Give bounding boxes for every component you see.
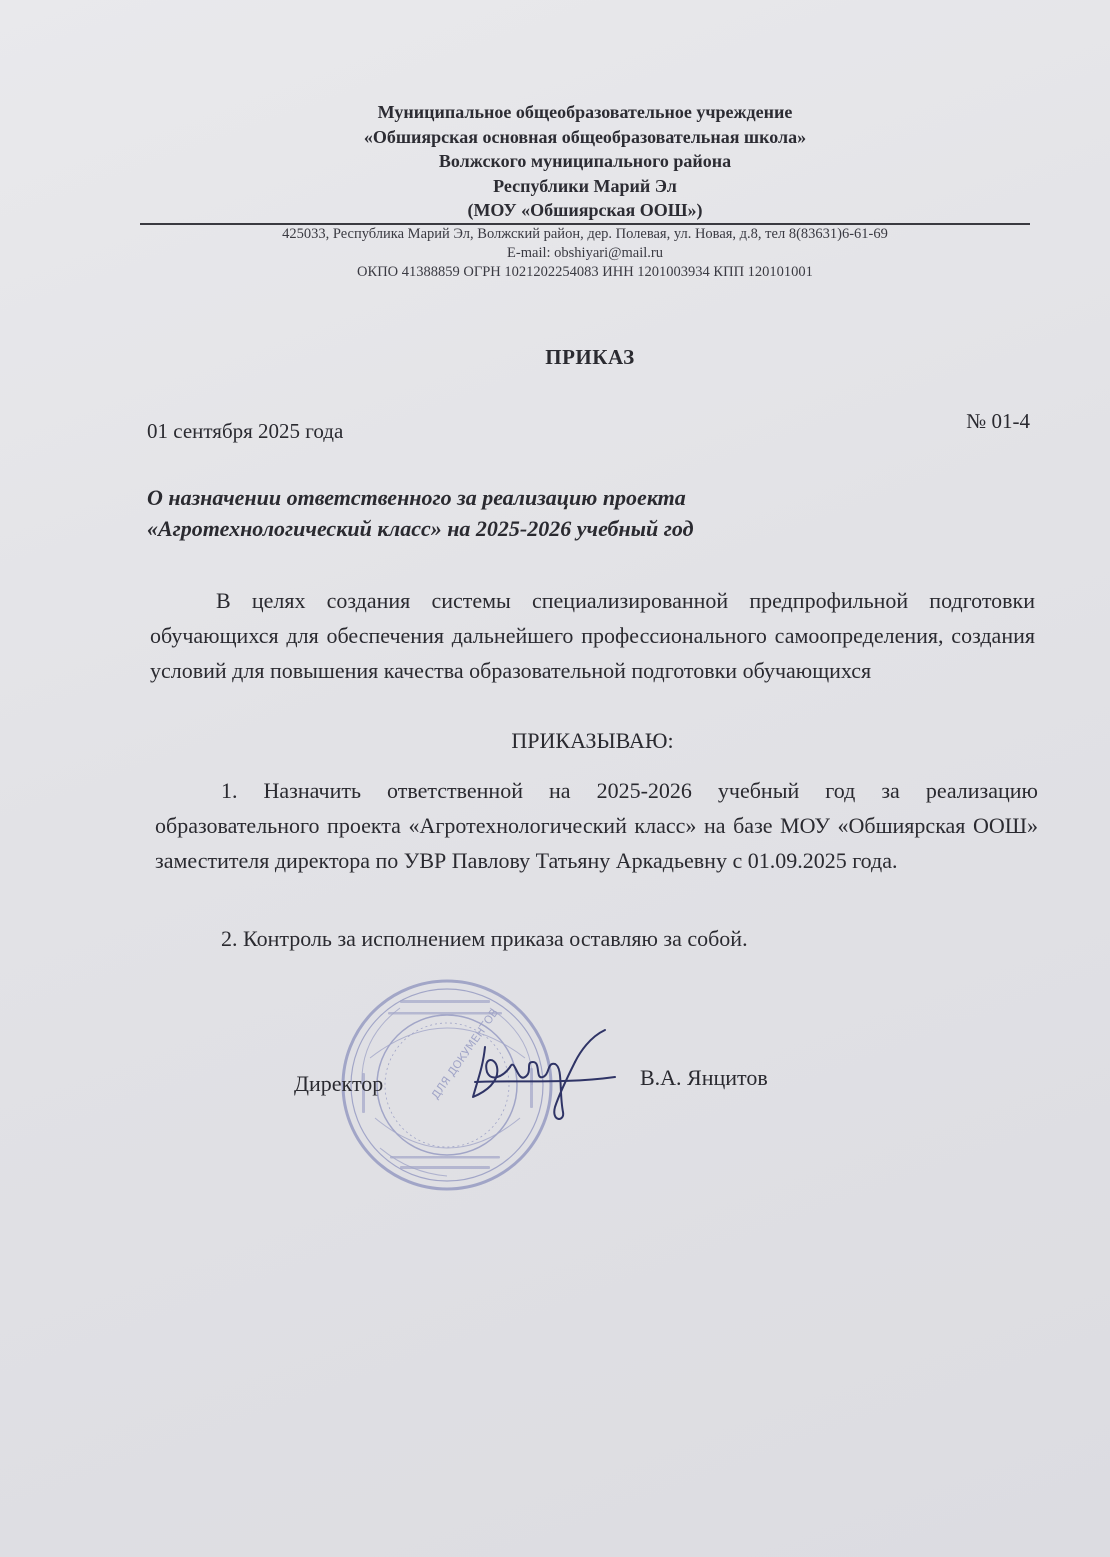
- document-title: ПРИКАЗ: [545, 345, 635, 369]
- order-word: ПРИКАЗЫВАЮ:: [511, 728, 674, 753]
- document-date: 01 сентября 2025 года: [147, 419, 344, 443]
- signature-icon: [455, 1022, 620, 1127]
- subject-line: О назначении ответственного за реализацию проекта: [147, 485, 686, 510]
- header-line: Волжского муниципального района: [438, 151, 732, 171]
- codes-line: ОКПО 41388859 ОГРН 1021202254083 ИНН 1201003934 КПП 120101001: [357, 264, 813, 280]
- header-line: Республики Марий Эл: [493, 175, 677, 196]
- email-line: E-mail: obshiyari@mail.ru: [507, 245, 663, 261]
- order-item-2: 2. Контроль за исполнением приказа оставляю за собой.: [221, 926, 748, 951]
- subject-line: «Агротехнологический класс» на 2025-2026 учебный год: [147, 516, 694, 541]
- organization-contacts: [140, 225, 1030, 282]
- order-item-1: 1. Назначить ответственной на 2025-2026 учебный год за реализацию образовательного проекта «Агротехнологический класс» на базе МОУ «Обшиярская ООШ» заместителя директора по УВР Павлову Татьяну Аркадьевну с 01.09.2025 года.: [155, 778, 1038, 873]
- stamp-text: ДЛЯ ДОКУМЕНТОВ: [428, 1006, 502, 1102]
- signatory-name: В.А. Янцитов: [640, 1065, 768, 1090]
- address-line: 425033, Республика Марий Эл, Волжский район, дер. Полевая, ул. Новая, д.8, тел 8(83631)6-61-69: [282, 226, 888, 242]
- document-subject: [147, 482, 907, 544]
- header-line: (МОУ «Обшиярская ООШ»): [467, 200, 703, 220]
- preamble-paragraph: В целях создания системы специализированной предпрофильной подготовки обучающихся для обеспечения дальнейшего профессионального самоопределения, создания условий для повышения качества образовательной подготовки обучающихся: [150, 588, 1035, 683]
- header-line: Муниципальное общеобразовательное учреждение: [377, 102, 793, 122]
- organization-header: [140, 100, 1030, 223]
- header-line: «Обшиярская основная общеобразовательная школа»: [363, 126, 807, 147]
- document-number: № 01-4: [966, 409, 1030, 433]
- signatory-role: Директор: [294, 1071, 384, 1096]
